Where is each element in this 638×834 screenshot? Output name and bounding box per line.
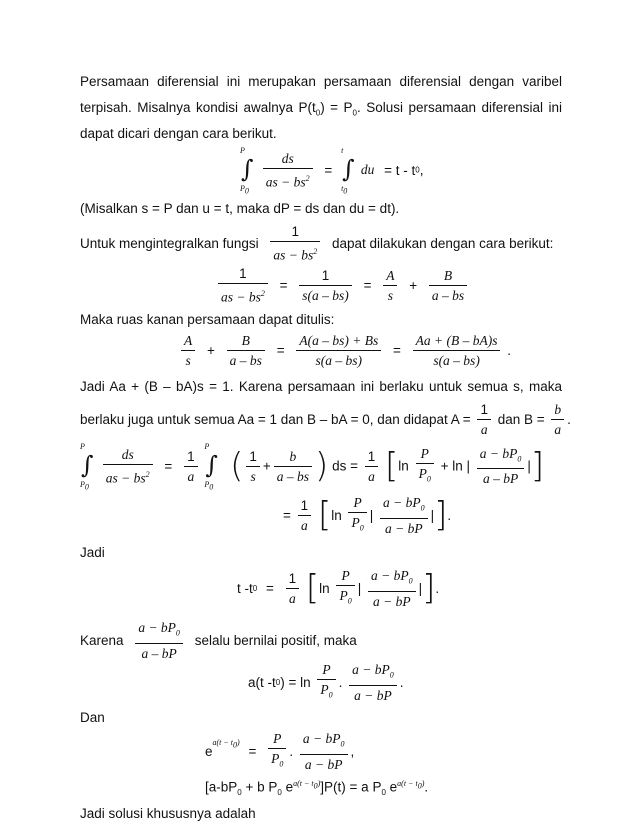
text-run: terpisah. Misalnya kondisi awalnya P(t	[80, 100, 316, 115]
integrate-line: Untuk mengintegralkan fungsi $\frac{1}{as - bs^2}$ dapat dilakukan dengan cara berikut:	[80, 224, 554, 263]
equation-rhs: = t - t	[384, 162, 416, 178]
equation-bracket: [$a-bP_0 + b$ $P_0$ $e^{a(t - t_0)}]P(t) = a$ $P_0$ $e^{a(t - t_0)}$.	[205, 779, 429, 798]
fraction: $\frac{a - bP_0}{a - bP}$	[477, 446, 525, 487]
dan-label: Dan	[80, 710, 105, 725]
fraction-B: $\frac{b}{a}$	[551, 402, 564, 437]
jadi-label: Jadi	[80, 545, 105, 560]
fraction: $\frac{B}{a - bs}$	[227, 333, 265, 368]
text-run: . Solusi persamaan diferensial ini	[357, 100, 562, 115]
paragraph-line: dapat dicari dengan cara berikut.	[80, 126, 277, 141]
fraction: $\frac{1}{as - bs^2}$	[270, 224, 320, 263]
equation-separable: ∫ P $P_0$ $\frac{ds}{as - bs^2}$ = ∫ t $t_0$ du = t - t0,	[240, 146, 424, 196]
integral-sign: ∫ t $t_0$	[341, 146, 355, 196]
paragraph-line: Jadi solusi khususnya adalah	[80, 806, 256, 821]
integral-sign: ∫ P $P_0$	[80, 442, 94, 492]
integrand: du	[360, 162, 375, 177]
fraction: $\frac{A}{s}$	[181, 333, 195, 368]
paragraph-line: Jadi Aa + (B – bA)s = 1. Karena persamaan ini berlaku untuk semua s, maka	[80, 379, 562, 394]
fraction: $\frac{1}{a}$	[365, 449, 379, 484]
fraction: $\frac{1}{a}$	[184, 449, 198, 484]
equation-integral: ∫ P $P_0$ $\frac{ds}{as - bs^2}$ = $\frac{1}{a}$ ∫ P $P_0$ ( $\frac{1}{s}$ + $\frac{b}{a - bs}$ ) ds = $\frac{1}{a}$ [ln $\frac{P}{P_0}$ + ln | $\frac{a - bP_0}{a - bP}$ |]	[80, 442, 545, 492]
integral-sign: ∫ P $P_0$	[240, 146, 254, 196]
fraction: $\frac{ds}{as - bs^2}$	[103, 447, 153, 486]
fraction: $\frac{P}{P_0}$	[416, 446, 434, 487]
paragraph-line: Persamaan diferensial ini merupakan persamaan diferensial dengan varibel	[80, 74, 562, 89]
fraction: $\frac{1}{s(a - bs)}$	[299, 268, 352, 303]
fraction: $\frac{1}{s}$	[246, 449, 260, 484]
integral-sign: ∫ P $P_0$	[204, 442, 218, 492]
equation-integral-result: = $\frac{1}{a}$ [ln $\frac{P}{P_0}$ | $\frac{a - bP_0}{a - bP}$ |].	[283, 495, 452, 536]
karena-line: Karena $\frac{a - bP_0}{a - bP}$ selalu bernilai positif, maka	[80, 620, 357, 661]
fraction-A: $\frac{1}{a}$	[477, 402, 491, 437]
fraction: $\frac{1}{as - bs^2}$	[218, 266, 268, 305]
text-run: ) = P	[320, 100, 353, 115]
fraction: $\frac{B}{a - bs}$	[429, 268, 467, 303]
equation-partial-fractions: $\frac{1}{as - bs^2}$ = $\frac{1}{s(a - bs)}$ = $\frac{A}{s}$ + $\frac{B}{a - bs}$	[215, 266, 470, 305]
substitution-line: (Misalkan s = P dan u = t, maka dP = ds dan du = dt).	[80, 201, 400, 216]
fraction: $\frac{ds}{as - bs^2}$	[263, 151, 313, 190]
equation-combine: $\frac{A}{s}$ + $\frac{B}{a - bs}$ = $\frac{A(a - bs) + Bs}{s(a - bs)}$ = $\frac{Aa + (B - bA)s}{s(a - bs)}$ .	[178, 333, 511, 368]
paragraph-line: Maka ruas kanan persamaan dapat ditulis:	[80, 312, 335, 327]
equation-time: t -t0 = $\frac{1}{a}$ [ln $\frac{P}{P_0}$ | $\frac{a - bP_0}{a - bP}$ |].	[237, 568, 440, 609]
fraction: $\frac{A}{s}$	[383, 268, 397, 303]
fraction: $\frac{b}{a - bs}$	[274, 449, 312, 484]
fraction: $\frac{A(a - bs) + Bs}{s(a - bs)}$	[296, 333, 381, 368]
paragraph-line: berlaku juga untuk semua Aa = 1 dan B – bA = 0, dan didapat A = $\frac{1}{a}$ dan B = $\frac{b}{a}$ .	[80, 402, 571, 437]
equation-a: a(t -t0) = ln $\frac{P}{P_0}$ . $\frac{a - bP_0}{a - bP}$ .	[248, 662, 404, 703]
paragraph-line: terpisah. Misalnya kondisi awalnya $P(t_0) = P_0$. Solusi persamaan diferensial ini	[80, 100, 562, 118]
equation-exp: $e^{a(t - t_0)}$ = $\frac{P}{P_0}$ . $\frac{a - bP_0}{a - bP}$ ,	[205, 731, 355, 772]
fraction: $\frac{Aa + (B - bA)s}{s(a - bs)}$	[413, 333, 501, 368]
